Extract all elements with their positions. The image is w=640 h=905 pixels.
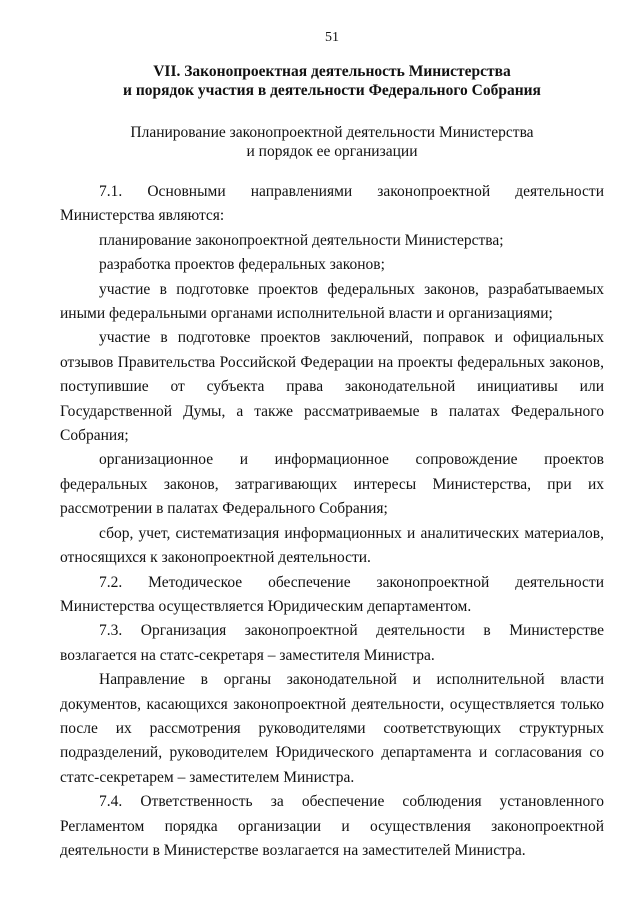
body-text xyxy=(60,180,604,863)
list-item-participation-drafts: участие в подготовке проектов федеральных законов, разрабатываемых иными федеральными органами исполнительной власти и организациями; xyxy=(60,280,604,323)
list-item-support: организационное и информационное сопровождение проектов федеральных законов, затрагивающих интересы Министерства, при их рассмотрении в палатах Федерального Собрания; xyxy=(60,451,604,518)
paragraph-7-3: 7.3. Организация законопроектной деятельности в Министерстве возлагается на статс-секретаря – заместителя Министра. xyxy=(60,622,604,664)
chapter-title-line-1: VII. Законопроектная деятельность Министерства xyxy=(153,63,511,80)
paragraph-direction: Направление в органы законодательной и исполнительной власти документов, касающихся законопроектной деятельности, осуществляется только после их рассмотрения руководителями соответствующих структурных подразделений, руководителем Юридического департамента и согласования со статс-секретарем – заместителем Министра. xyxy=(60,671,604,786)
list-item-planning: планирование законопроектной деятельности Министерства; xyxy=(99,231,504,249)
section-title-line-1: Планирование законопроектной деятельности Министерства xyxy=(130,124,534,141)
list-item-participation-conclusions: участие в подготовке проектов заключений, поправок и официальных отзывов Правительства Российской Федерации на проекты федеральных законов, поступившие от субъекта права законодательной инициативы или Государственной Думы, а также рассматриваемые в палатах Федерального Собрания; xyxy=(60,329,604,445)
paragraph-7-4: 7.4. Ответственность за обеспечение соблюдения установленного Регламентом порядка организации и осуществления законопроектной деятельности в Министерстве возлагается на заместителей Министра. xyxy=(60,793,604,859)
list-item-collection: сбор, учет, систематизация информационных и аналитических материалов, относящихся к законопроектной деятельности. xyxy=(60,524,604,567)
chapter-title xyxy=(60,62,604,100)
paragraph-7-1-intro: 7.1. Основными направлениями законопроектной деятельности Министерства являются: xyxy=(60,183,604,225)
page-number: 51 xyxy=(325,30,339,45)
section-title-line-2: и порядок ее организации xyxy=(246,143,418,160)
list-item-drafting: разработка проектов федеральных законов; xyxy=(99,256,385,274)
paragraph-7-2: 7.2. Методическое обеспечение законопроектной деятельности Министерства осуществляется Юридическим департаментом. xyxy=(60,573,604,615)
chapter-title-line-2: и порядок участия в деятельности Федерального Собрания xyxy=(123,82,541,99)
section-title xyxy=(60,123,604,161)
